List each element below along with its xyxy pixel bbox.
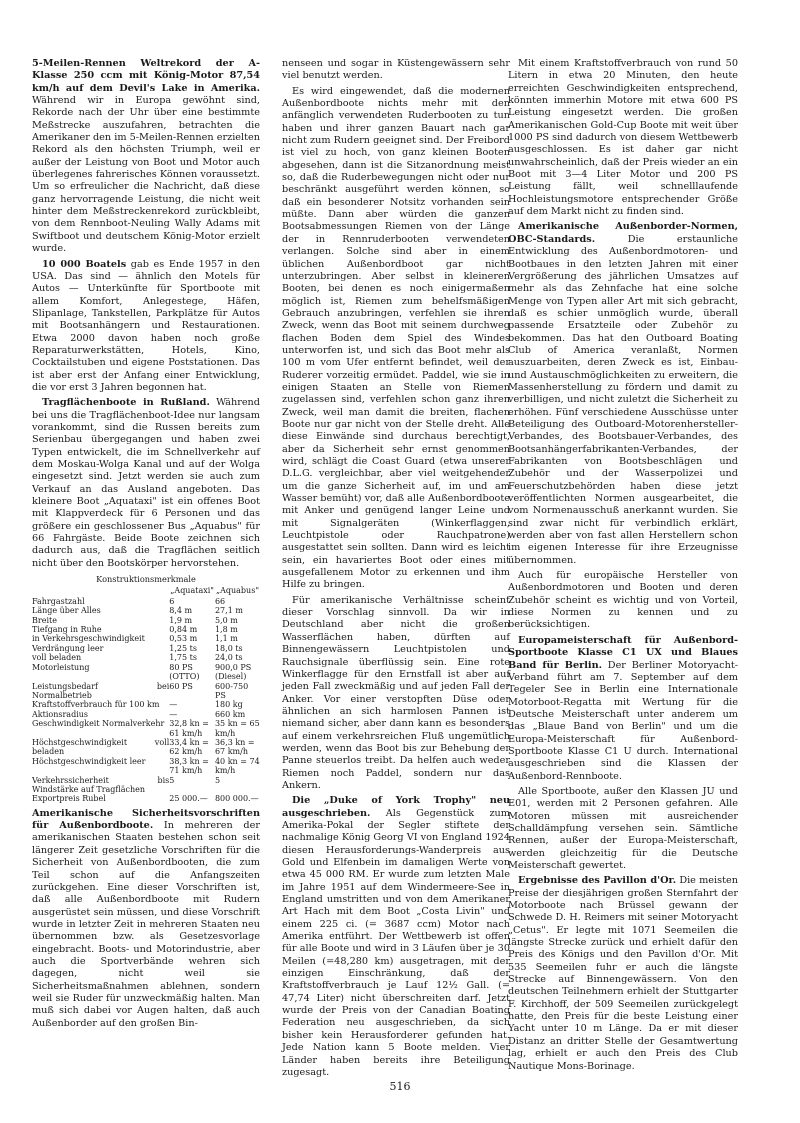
article-obc-standards: Amerikanische Außenborder-Normen, OBC-Standards. Die erstaunliche Entwicklung des Außenbordmotoren- und Bootbaues in den letzten Jahren mit einer Vergrößerung des jährlichen Umsatzes auf mehr als das Zehnfache hat eine solche Menge von Typen aller Art mit sich gebracht, daß es schier unmöglich wurde, überall passende Ersatzteile oder Zubehör zu bekommen. Das hat den Outboard Boating Club of America veranlaßt, Normen auszuarbeiten, deren Zweck es ist, Einbau- und Austauschmöglichkeiten zu erweitern, die Massenherstellung zu fördern und damit zu verbilligen, und nicht zuletzt die Sicherheit zu erhöhen. Fünf verschiedene Ausschüsse unter Beteiligung des Outboard-Motorenhersteller-Verbandes, des Bootsbauer-Verbandes, des Bootsanhängerfabrikanten-Verbandes, der Fabrikanten von Bootsbeschlägen und Zubehör und der Wasserpolizei und Feuerschutzbehörden haben diese jetzt veröffentlichten Normen ausgearbeitet, die vom Normenausschuß anerkannt wurden. Sie sind zwar nicht für verbindlich erklärt, werden aber von fast allen Herstellern schon im eigenen Interesse für ihre Erzeugnisse übernommen.: [508, 221, 738, 566]
article-boatels: 10 000 Boatels gab es Ende 1957 in den USA. Das sind — ähnlich den Motels für Autos — Unterkünfte für Sportboote mit allem Komfort, Anlegestege, Häfen, Slipanlage, Tankstellen, Parkplätze für Autos mit Bootsanhängern und Restaurationen. Etwa 2000 davon haben noch große Reparaturwerkstätten, Hotels, Kino, Cocktailstuben und eigene Poststationen. Das ist aber erst der Anfang einer Entwicklung, die vor erst 3 Jahren begonnen hat.: [32, 258, 260, 393]
spec-label: Motorleistung: [32, 662, 90, 672]
headline-obc-standards: Amerikanische Außenborder-Normen, OBC-Standards.: [508, 221, 738, 245]
spec-value-aquabus: 600-750 PS: [214, 681, 249, 700]
column-right: [508, 58, 738, 1076]
spec-value-aquabus: 800 000.—: [214, 794, 259, 804]
spec-value-aquabus: 18,0 ts: [214, 643, 243, 653]
spec-value-aquabus: 40 kn = 74 km/h: [214, 756, 260, 776]
paragraph-continued: nenseen und sogar in Küstengewässern sehr viel benutzt werden.: [282, 58, 510, 82]
spec-table-row: [32, 682, 260, 701]
spec-label: Exportpreis Rubel: [32, 794, 106, 804]
page-number: 516: [389, 1080, 411, 1093]
spec-table-row: [32, 663, 260, 682]
spec-table: [32, 585, 260, 803]
article-pavillon-dor: Ergebnisse des Pavillon d'Or. Die meisten Preise der diesjährigen großen Sternfahrt der Motorboote nach Brüssel gewann der Schwede D. H. Reimers mit seiner Motoryacht „Cetus". Er legte mit 1071 Seemeilen die längste Strecke zurück und erhielt dafür den Preis des Königs und den Pavillon d'Or. Mit 535 Seemeilen fuhr er auch die längste Strecke auf Binnengewässern. Von den deutschen Teilnehmern erhielt der Stuttgarter F. Kirchhoff, der 509 Seemeilen zurückgelegt hatte, den Preis für die beste Leistung einer Yacht unter 10 m Länge. Da er mit dieser Distanz an dritter Stelle der Gesamtwertung lag, erhielt er auch den Preis des Club Nautique Mons-Borinage.: [508, 875, 738, 1072]
spec-value-aquabus: 180 kg: [214, 700, 243, 710]
headline-tragflaechenboote: Tragflächenboote in Rußland.: [42, 397, 210, 409]
spec-label: Länge über Alles: [32, 606, 101, 616]
spec-value-aquataxi: 32,8 kn = 61 km/h: [169, 719, 209, 738]
paragraph-europaeische-hersteller: Auch für europäische Hersteller von Außenbordmotoren und Booten und deren Zubehör scheint es wichtig und von Vorteil, diese Normen zu kennen und zu berücksichtigen.: [508, 570, 738, 631]
spec-value-aquataxi: 38,3 kn = 71 km/h: [169, 756, 209, 776]
headline-sicherheitsvorschriften: Amerikanische Sicherheitsvorschriften für Außenbordboote.: [32, 807, 260, 832]
spec-value-aquataxi: 25 000.—: [169, 794, 208, 804]
spec-table-row: [32, 644, 260, 653]
spec-value-aquataxi: —: [169, 709, 178, 719]
spec-value-aquataxi: 80 PS (OTTO): [169, 662, 200, 682]
spec-value-aquabus: 1,1 m: [214, 634, 238, 644]
spec-label: Verkehrssicherheit bis Windstärke auf Tragflächen: [32, 775, 170, 794]
paragraph-verhaeltnisse: Für amerikanische Verhältnisse scheint dieser Vorschlag sinnvoll. Da wir in Deutschland aber nicht die großen Wasserflächen haben, dürften auf Binnengewässern Leuchtpistolen und Rauchsignale überflüssig sein. Eine rote Winkerflagge für den Ernstfall ist aber auf jeden Fall zweckmäßig und auf jeden Fall der Anker. Vor einer verstopften Düse oder ähnlichen an sich harmlosen Pannen ist niemand sicher, aber dann kann es besonders auf einem verkehrsreichen Fluß ungemütlich werden, wenn das Boot bis zur Behebung der Panne steuerlos treibt. Da helfen auch weder Riemen noch Paddel, sondern nur das Ankern.: [282, 594, 510, 791]
spec-table-row: [32, 757, 260, 776]
spec-label: Tiefgang in Ruhe: [32, 625, 102, 635]
paragraph-kraftstoff: Mit einem Kraftstoffverbrauch von rund 50 Litern in etwa 20 Minuten, den heute erreichten Geschwindigkeiten entsprechend, könnten immerhin Motore mit etwa 600 PS Leistung eingesetzt werden. Die großen Amerikanischen Gold-Cup Boote mit weit über 1000 PS sind dadurch von diesem Wettbewerb ausgeschlossen. Es ist daher gar nicht unwahrscheinlich, daß der Preis wieder an ein Boot mit 3—4 Liter Motor und 200 PS Leistung fällt, weil schnelllaufende Hochleistungsmotore entsprechender Größe auf dem Markt nicht zu finden sind.: [508, 58, 738, 218]
spec-value-aquabus: 5: [214, 775, 221, 785]
spec-label: Kraftstoffverbrauch für 100 km: [32, 700, 160, 710]
spec-label: Verdrängung leer: [32, 643, 104, 653]
spec-table-row: [32, 794, 260, 803]
spec-table-row: [32, 625, 260, 634]
spec-label: Breite: [32, 615, 57, 625]
article-duke-of-york-trophy: Die „Duke of York Trophy" neu ausgeschrieben. Als Gegenstück zum Amerika-Pokal der Segler stiftete der nachmalige König Georg VI von England 1924 diesen Herausforderungs-Wanderpreis aus Gold und Elfenbein im damaligen Werte von etwa 45 000 RM. Er wurde zum letzten Male im Jahre 1951 auf dem Windermeere-See in England umstritten und von dem Amerikaner Art Hach mit dem Boot „Costa Livin" und einem 225 ci. (= 3687 ccm) Motor nach Amerika entführt. Der Wettbewerb ist offen für alle Boote und wird in 3 Läufen über je 30 Meilen (=48,280 km) ausgetragen, mit der einzigen Einschränkung, daß der Kraftstoffverbrauch je Lauf 12½ Gall. (= 47,74 Liter) nicht überschreiten darf. Jetzt wurde der Preis von der Canadian Boating Federation neu ausgeschrieben, da sich bisher kein Herausforderer gefunden hat. Jede Nation kann 5 Boote melden. Vier Länder haben bereits ihre Beteiligung zugesagt.: [282, 795, 510, 1078]
spec-table-header: [32, 585, 260, 596]
spec-value-aquataxi: 1,75 ts: [169, 653, 197, 663]
spec-value-aquataxi: 60 PS: [169, 681, 193, 691]
spec-value-aquabus: 24,0 ts: [214, 653, 243, 663]
spec-table-row: [32, 719, 260, 738]
spec-value-aquabus: 660 km: [214, 709, 246, 719]
headline-weltrekord: 5-Meilen-Rennen Weltrekord der A-Klasse 250 ccm mit König-Motor 87,54 km/h auf dem Devil's Lake in Amerika.: [32, 58, 260, 94]
spec-value-aquabus: 900,0 PS (Diesel): [214, 662, 252, 682]
article-sicherheitsvorschriften: Amerikanische Sicherheitsvorschriften für Außenbordboote. In mehreren der amerikanischen Staaten bestehen schon seit längerer Zeit gesetzliche Vorschriften für die Sicherheit von Außenbordbooten, die zum Teil schon auf die Anfangszeiten zurückgehen. Eine dieser Vorschriften ist, daß alle Außenbordboote mit Rudern ausgerüstet sein müssen, und diese Vorschrift wurde in letzter Zeit in mehreren Staaten neu übernommen bzw. als Gesetzesvorlage eingebracht. Boots- und Motorindustrie, aber auch die Sportverbände wehren sich dagegen, nicht weil sie Sicherheitsmaßnahmen ablehnen, sondern weil sie Ruder für unzweckmäßig halten. Man muß sich dabei vor Augen halten, daß auch Außenborder auf den großen Bin-: [32, 807, 260, 1029]
spec-table-row: [32, 606, 260, 615]
spec-label: Höchstgeschwindigkeit voll beladen: [32, 737, 170, 757]
spec-value-aquabus: 66: [214, 596, 226, 606]
column-middle: [282, 58, 510, 1082]
spec-value-aquataxi: 0,84 m: [169, 625, 198, 635]
spec-label: Leistungsbedarf bei Normalbetrieb: [32, 681, 170, 700]
column-left: [32, 58, 260, 1033]
spec-col-aquabus: „Aquabus": [215, 586, 259, 596]
spec-value-aquabus: 35 kn = 65 km/h: [214, 719, 260, 738]
paragraph-einwaende: Es wird eingewendet, daß die modernen Außenbordboote nichts mehr mit den anfänglich verwendeten Ruderbooten zu tun haben und ihrer ganzen Bauart nach gar nicht zum Rudern geeignet sind. Der Freibord ist viel zu hoch, von ganz kleinen Booten abgesehen, dann ist die Sitzanordnung meist so, daß die Ruderbewegungen nicht oder nur beschränkt ausgeführt werden können, so daß ein besonderer Notsitz vorhanden sein müßte. Dann aber würden die ganzen Bootsabmessungen Riemen von der Länge der in Rennruderbooten verwendeten verlangen. Solche sind aber in einem üblichen Außenbordboot gar nicht unterzubringen. Aber selbst in kleineren Booten, bei denen es noch einigermaßen möglich ist, Riemen zum behelfsmäßigen Gebrauch anzubringen, verfehlen sie ihren Zweck, wenn das Boot mit seinem durchweg flachen Boden dem Spiel des Windes unterworfen ist, und sich das Boot mehr als 100 m vom Ufer entfernt befindet, weil der Ruderer vorzeitig ermüdet. Paddel, wie sie in einigen Staaten an Stelle von Riemen zugelassen sind, verfehlen schon ganz ihren Zweck, weil man damit die breiten, flachen Boote nur gar nicht von der Stelle dreht. Alle diese Einwände sind durchaus berechtigt, aber da Sicherheit sehr ernst genommen wird, schlägt die Coast Guard (etwa unserer D.L.G. vergleichbar, aber viel weitgehender um die ganze Sicherheit auf, im und am Wasser bemüht) vor, daß alle Außenbordboote mit Anker und genügend langer Leine und mit Signalgeräten (Winkerflaggen, Leuchtpistole oder Rauchpatrone) ausgestattet sein sollten. Dann wird es leicht sein, ein havariertes Boot oder eines mit ausgefallenem Motor zu erkennen und ihm Hilfe zu bringen.: [282, 85, 511, 591]
headline-pavillon-dor: Ergebnisse des Pavillon d'Or.: [518, 875, 677, 887]
headline-boatels: 10 000 Boatels: [42, 258, 127, 270]
spec-value-aquataxi: —: [169, 700, 178, 710]
headline-duke-of-york: Die „Duke of York Trophy" neu ausgeschrieben.: [282, 795, 510, 819]
spec-value-aquataxi: 1,9 m: [169, 615, 193, 625]
spec-value-aquabus: 5,0 m: [214, 615, 238, 625]
spec-table-row: [32, 653, 260, 662]
spec-table-row: [32, 776, 260, 795]
article-weltrekord: 5-Meilen-Rennen Weltrekord der A-Klasse 250 ccm mit König-Motor 87,54 km/h auf dem Devil's Lake in Amerika. Während wir in Europa gewöhnt sind, Rekorde nach der Uhr über eine bestimmte Meßstrecke auszufahren, betrachten die Amerikaner den im 5-Meilen-Rennen erzielten Rekord als den höchsten Triumph, weil er außer der Leistung von Boot und Motor auch überlegenes fahrerisches Können voraussetzt. Um so erfreulicher die Nachricht, daß diese ganz hervorragende Leistung, die nicht weit hinter dem Meßstreckenrekord zurückbleibt, von dem Rennboot-Neuling Wally Adams mit Swiftboot und deutschem König-Motor erzielt wurde.: [32, 58, 260, 255]
spec-label: in Verkehrsgeschwindigkeit: [32, 634, 145, 644]
spec-table-row: [32, 634, 260, 643]
spec-table-row: [32, 738, 260, 757]
spec-value-aquabus: 1,8 m: [214, 625, 238, 635]
article-tragflaechenboote: Tragflächenboote in Rußland. Während bei uns die Tragflächenboot-Idee nur langsam vorankommt, sind die Russen bereits zum Serienbau übergegangen und haben zwei Typen entwickelt, die im Schnellverkehr auf dem Moskau-Wolga Kanal und auf der Wolga eingesetzt sind. Jetzt werden sie auch zum Verkauf an das Ausland angeboten. Das kleinere Boot „Aquataxi" ist ein offenes Boot mit Klappverdeck für 6 Personen und das größere ein geschlossener Bus „Aquabus" für 66 Fahrgäste. Beide Boote zeichnen sich dadurch aus, daß die Tragflächen seitlich nicht über den Bootskörper hervorstehen.: [32, 397, 260, 569]
spec-table-title: Konstruktionsmerkmale: [96, 574, 196, 585]
headline-europameisterschaft: Europameisterschaft für Außenbord-Sportboote Klasse C1 UX und Blaues Band für Berlin.: [508, 634, 738, 671]
article-europameisterschaft: Europameisterschaft für Außenbord-Sportboote Klasse C1 UX und Blaues Band für Berlin. Der Berliner Motoryacht-Verband führt am 7. September auf dem Tegeler See in Berlin eine Internationale Motorboot-Regatta mit Wertung für die Deutsche Meisterschaft unter anderem um das „Blaue Band von Berlin" und um die Europa-Meisterschaft für Außenbord-Sportboote Klasse C1 U durch. International ausgeschrieben sind die Klassen der Außenbord-Rennboote.: [508, 634, 738, 782]
spec-label: Höchstgeschwindigkeit leer: [32, 756, 146, 766]
spec-table-row: [32, 597, 260, 606]
spec-label: voll beladen: [32, 653, 82, 663]
spec-label: Fahrgastzahl: [32, 596, 85, 606]
spec-value-aquataxi: 0,53 m: [169, 634, 198, 644]
spec-label: Aktionsradius: [32, 709, 89, 719]
spec-value-aquabus: 27,1 m: [214, 606, 243, 616]
spec-label: Geschwindigkeit Normalverkehr: [32, 719, 165, 729]
spec-table-row: [32, 710, 260, 719]
spec-table-body: [32, 597, 260, 804]
spec-table-row: [32, 616, 260, 625]
paragraph-sportboote: Alle Sportboote, außer den Klassen JU und E01, werden mit 2 Personen gefahren. Alle Motoren müssen mit ausreichender Schalldämpfung versehen sein. Sämtliche Rennen, außer der Europa-Meisterschaft, werden gleichzeitig für die Deutsche Meisterschaft gewertet.: [508, 785, 738, 871]
spec-value-aquataxi: 33,4 kn = 62 km/h: [169, 737, 209, 757]
spec-value-aquataxi: 8,4 m: [169, 606, 193, 616]
spec-value-aquataxi: 6: [169, 596, 175, 606]
spec-col-aquataxi: „Aquataxi": [170, 586, 214, 596]
spec-value-aquabus: 36,3 kn = 67 km/h: [214, 737, 255, 757]
spec-value-aquataxi: 1,25 ts: [169, 643, 197, 653]
spec-table-row: [32, 700, 260, 709]
spec-value-aquataxi: 5: [169, 775, 175, 785]
